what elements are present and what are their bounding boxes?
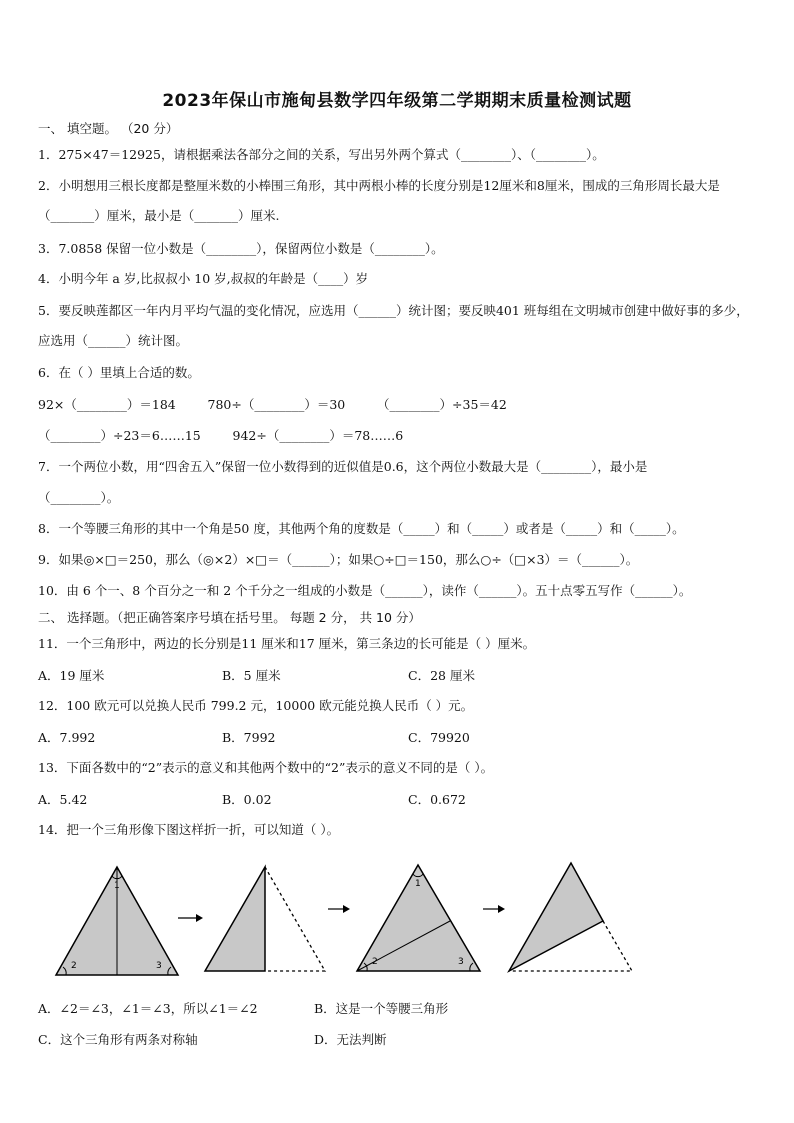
triangle-2 [205, 867, 325, 971]
triangle-4 [509, 863, 632, 971]
q14-option-c: C．这个三角形有两条对称轴 [38, 1032, 198, 1047]
angle-label-3: 3 [458, 957, 464, 967]
q12-option-a: A．7.992 [38, 730, 96, 745]
question-3: 3．7.0858 保留一位小数是（________），保留两位小数是（________）。 [38, 241, 444, 256]
question-4: 4．小明今年 a 岁,比叔叔小 10 岁,叔叔的年龄是（____）岁 [38, 271, 369, 286]
angle-label-3: 3 [156, 961, 162, 971]
question-6-row-2: （________）÷23＝6……15 942÷（________）＝78……6 [38, 428, 404, 443]
arrow-right-icon [328, 905, 350, 913]
q14-option-d: D．无法判断 [314, 1032, 387, 1047]
q11-option-b: B．5 厘米 [222, 668, 281, 683]
arrow-right-icon [483, 905, 505, 913]
question-6-row-1: 92×（________）＝184 780÷（________）＝30 （________）÷35＝42 [38, 397, 507, 412]
q14-option-a: A．∠2＝∠3，∠1＝∠3，所以∠1＝∠2 [38, 1001, 258, 1016]
question-7-line-1: 7．一个两位小数，用“四舍五入”保留一位小数得到的近似值是0.6，这个两位小数最大是（________），最小是 [38, 459, 648, 474]
triangle-1 [56, 867, 178, 975]
angle-label-2: 2 [372, 957, 378, 967]
q13-option-c: C．0.672 [408, 792, 466, 807]
section-heading-fill-in: 一、 填空题。 （20 分） [38, 121, 179, 136]
q11-option-a: A．19 厘米 [38, 668, 105, 683]
angle-label-1: 1 [415, 879, 421, 889]
question-13: 13．下面各数中的“2”表示的意义和其他两个数中的“2”表示的意义不同的是（ ）。 [38, 760, 494, 775]
section-heading-multiple-choice: 二、 选择题。（把正确答案序号填在括号里。 每题 2 分， 共 10 分） [38, 610, 421, 625]
question-8: 8．一个等腰三角形的其中一个角是50 度，其他两个角的度数是（_____）和（_____）或者是（_____）和（_____）。 [38, 521, 685, 536]
angle-label-1: 1 [114, 881, 120, 891]
question-5: 5．要反映莲都区一年内月平均气温的变化情况，应选用（______）统计图；要反映401 班每组在文明城市创建中做好事的多少，应选用（______）统计图。 [38, 303, 749, 348]
question-9: 9．如果◎×□＝250，那么（◎×2）×□＝（______）；如果○÷□＝150，那么○÷（□×3）＝（______）。 [38, 552, 639, 567]
q14-option-b: B．这是一个等腰三角形 [314, 1001, 449, 1016]
question-7-line-2: （________）。 [38, 490, 120, 505]
arrow-right-icon [178, 914, 203, 922]
q13-option-b: B．0.02 [222, 792, 272, 807]
triangle-3 [357, 865, 480, 971]
q11-option-c: C．28 厘米 [408, 668, 475, 683]
question-11: 11．一个三角形中，两边的长分别是11 厘米和17 厘米，第三条边的长可能是（ ）厘米。 [38, 636, 536, 651]
question-12: 12．100 欧元可以兑换人民币 799.2 元，10000 欧元能兑换人民币（ ）元。 [38, 698, 474, 713]
question-1: 1．275×47＝12925，请根据乘法各部分之间的关系，写出另外两个算式（________）、（________）。 [38, 147, 605, 162]
question-14: 14．把一个三角形像下图这样折一折，可以知道（ ）。 [38, 822, 340, 837]
page-title: 2023年保山市施甸县数学四年级第二学期期末质量检测试题 [162, 91, 632, 111]
angle-label-2: 2 [71, 961, 77, 971]
question-6: 6．在（ ）里填上合适的数。 [38, 365, 200, 380]
q12-option-b: B．7992 [222, 730, 276, 745]
q12-option-c: C．79920 [408, 730, 470, 745]
question-10: 10．由 6 个一、8 个百分之一和 2 个千分之一组成的小数是（______），读作（______）。五十点零五写作（______）。 [38, 583, 692, 598]
question-2: 2．小明想用三根长度都是整厘米数的小棒围三角形，其中两根小棒的长度分别是12厘米和8厘米，围成的三角形周长最大是（_______）厘米，最小是（_______）厘米. [38, 178, 720, 223]
triangle-fold-figure [0, 855, 794, 985]
q13-option-a: A．5.42 [38, 792, 88, 807]
